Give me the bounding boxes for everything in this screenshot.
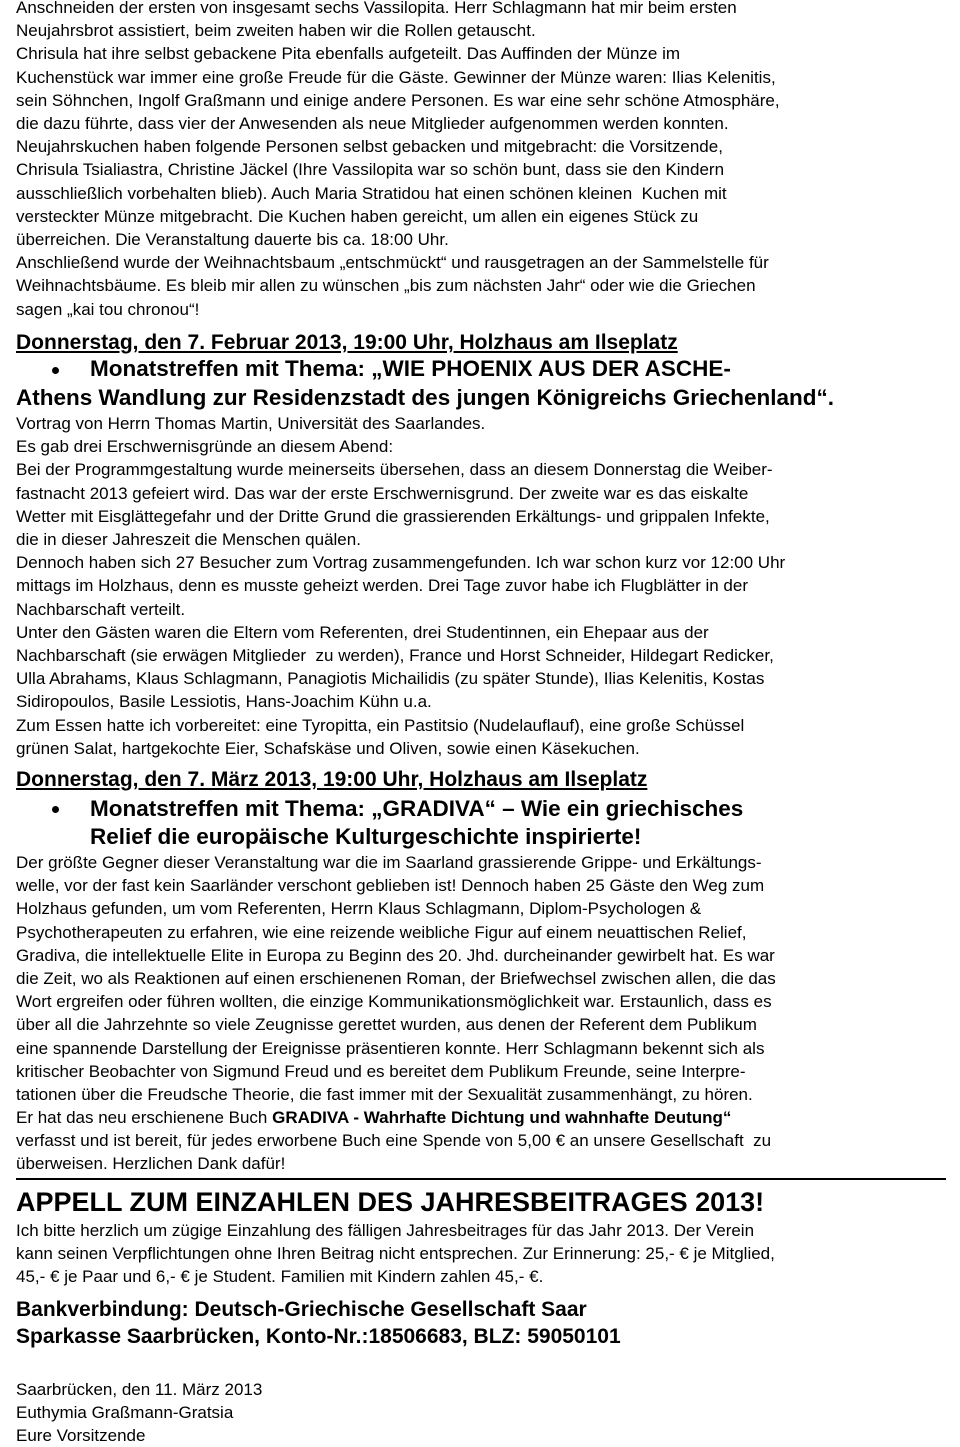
event2-after [16, 1129, 946, 1175]
event2-body [16, 851, 946, 1106]
text-line: kritischer Beobachter von Sigmund Freud und es bereitet dem Publikum Freunde, seine Interpre- [16, 1061, 746, 1081]
signature-name: Euthymia Graßmann-Gratsia [16, 1403, 234, 1422]
text-line: über all die Jahrzehnte so viele Zeugnisse gerettet wurden, aus denen der Referent dem Publikum [16, 1015, 757, 1035]
text-line: Chrisula Tsialiastra, Christine Jäckel (Ihre Vassilopita war so schön bunt, dass sie den Kindern [16, 160, 725, 180]
text-line: Chrisula hat ihre selbst gebackene Pita ebenfalls aufgeteilt. Das Auffinden der Münze im [16, 44, 681, 64]
text-line: Anschließend wurde der Weihnachtsbaum „entschmückt“ und rausgetragen an der Sammelstelle für [16, 253, 769, 273]
event2-title-line1: Monatstreffen mit Thema: „GRADIVA“ – Wie ein griechisches [90, 796, 744, 821]
text-line: Holzhaus gefunden, um vom Referenten, Herrn Klaus Schlagmann, Diplom-Psychologen & [16, 899, 702, 919]
text-line: verfasst und ist bereit, für jedes erworbene Buch eine Spende von 5,00 € an unsere Gesellschaft zu [16, 1131, 772, 1150]
text-line: sagen „kai tou chronou“! [16, 299, 200, 319]
text-line: Vortrag von Herrn Thomas Martin, Universität des Saarlandes. [16, 414, 486, 433]
text-line: Gradiva, die intellektuelle Elite in Europa zu Beginn des 20. Jhd. durcheinander gewirbelt hat. Es war [16, 945, 775, 965]
text-line: tationen über die Freudsche Theorie, die fast immer mit der Sexualität zusammenhängt, zu hören. [16, 1085, 753, 1105]
text-line: Wort ergreifen oder führen wollten, die einzige Kommunikationsmöglichkeit war. Erstaunlich, dass es [16, 992, 772, 1012]
event2-heading: Donnerstag, den 7. März 2013, 19:00 Uhr, Holzhaus am Ilseplatz [16, 768, 648, 791]
intro-paragraph [16, 0, 946, 321]
appeal-rule [16, 1178, 946, 1180]
text-line: Bei der Programmgestaltung wurde meinerseits übersehen, dass an diesem Donnerstag die Weiber- [16, 460, 773, 480]
book-pre: Er hat das neu erschienene Buch [16, 1108, 273, 1127]
text-line: Dennoch haben sich 27 Besucher zum Vortrag zusammengefunden. Ich war schon kurz vor 12:00 Uhr [16, 553, 786, 573]
text-line: welle, vor der fast kein Saarländer verschont geblieben ist! Dennoch haben 25 Gäste den Weg zum [16, 876, 765, 896]
bank-line-2: Sparkasse Saarbrücken, Konto-Nr.:18506683, BLZ: 59050101 [16, 1325, 621, 1348]
text-line: Der größte Gegner dieser Veranstaltung war die im Saarland grassierende Grippe- und Erkältungs- [16, 853, 762, 872]
text-line: die Zeit, wo als Reaktionen auf einen erschienenen Roman, der Briefwechsel zwischen allen, die das [16, 969, 776, 989]
text-line: sein Söhnchen, Ingolf Graßmann und einige andere Personen. Es war eine sehr schöne Atmosphäre, [16, 90, 780, 110]
text-line: Sidiropoulos, Basile Lessiotis, Hans-Joachim Kühn u.a. [16, 692, 432, 712]
text-line: fastnacht 2013 gefeiert wird. Das war der erste Erschwernisgrund. Der zweite war es das eiskalte [16, 483, 749, 503]
text-line: versteckter Münze mitgebracht. Die Kuchen haben gereicht, um allen ein eigenes Stück zu [16, 206, 699, 226]
text-line: 45,- € je Paar und 6,- € je Student. Familien mit Kindern zahlen 45,- €. [16, 1267, 544, 1287]
text-line: Nachbarschaft verteilt. [16, 599, 186, 619]
event1-title-line1: Monatstreffen mit Thema: „WIE PHOENIX AUS DER ASCHE- [90, 356, 731, 381]
text-line: Neujahrskuchen haben folgende Personen selbst gebacken und mitgebracht: die Vorsitzende, [16, 137, 723, 157]
text-line: Unter den Gästen waren die Eltern vom Referenten, drei Studentinnen, ein Ehepaar aus der [16, 622, 709, 642]
event1-heading: Donnerstag, den 7. Februar 2013, 19:00 Uhr, Holzhaus am Ilseplatz [16, 331, 678, 354]
text-line: Anschneiden der ersten von insgesamt sechs Vassilopita. Herr Schlagmann hat mir beim ersten [16, 0, 737, 17]
text-line: Weihnachtsbäume. Es bleib mir allen zu wünschen „bis zum nächsten Jahr“ oder wie die Griechen [16, 276, 756, 296]
text-line: Neujahrsbrot assistiert, beim zweiten haben wir die Rollen getauscht. [16, 21, 536, 41]
text-line: Wetter mit Eisglättegefahr und der Dritte Grund die grassierenden Erkältungs- und grippalen Infekte, [16, 506, 770, 526]
text-line: Psychotherapeuten zu erfahren, wie eine reizende weibliche Figur auf einem neuattischen Relief, [16, 922, 747, 942]
bullet-icon [52, 367, 59, 374]
event1-title-line2: Athens Wandlung zur Residenzstadt des jungen Königreichs Griechenland“. [16, 385, 835, 410]
text-line: eine spannende Darstellung der Ereignisse präsentieren konnte. Herr Schlagmann bekennt sich als [16, 1038, 765, 1058]
text-line: Ulla Abrahams, Klaus Schlagmann, Panagiotis Michailidis (zu später Stunde), Ilias Kelenitis, Kostas [16, 669, 765, 689]
event2-title-line2: Relief die europäische Kulturgeschichte inspirierte! [90, 824, 642, 849]
text-line: überreichen. Die Veranstaltung dauerte bis ca. 18:00 Uhr. [16, 230, 449, 250]
text-line: ausschließlich vorbehalten blieb). Auch Maria Stratidou hat einen schönen kleinen Kuchen mit [16, 183, 727, 203]
bullet-icon [52, 806, 59, 813]
text-line: die dazu führte, dass vier der Anwesenden als neue Mitglieder aufgenommen werden konnten. [16, 114, 729, 134]
text-line: Kuchenstück war immer eine große Freude für die Gäste. Gewinner der Münze waren: Ilias Kelenitis, [16, 67, 776, 87]
text-line: Nachbarschaft (sie erwägen Mitglieder zu werden), France und Horst Schneider, Hildegart Redicker, [16, 646, 774, 666]
text-line: grünen Salat, hartgekochte Eier, Schafskäse und Oliven, sowie einen Käsekuchen. [16, 738, 640, 758]
bank-line-1: Bankverbindung: Deutsch-Griechische Gesellschaft Saar [16, 1298, 587, 1321]
text-line: überweisen. Herzlichen Dank dafür! [16, 1154, 286, 1174]
text-line: mittags im Holzhaus, denn es musste geheizt werden. Drei Tage zuvor habe ich Flugblätter in der [16, 576, 749, 596]
text-line: Es gab drei Erschwernisgründe an diesem Abend: [16, 437, 394, 457]
signature-role: Eure Vorsitzende [16, 1426, 146, 1445]
book-title: GRADIVA - Wahrhafte Dichtung und wahnhafte Deutung“ [272, 1108, 732, 1127]
text-line: Ich bitte herzlich um zügige Einzahlung des fälligen Jahresbeitrages für das Jahr 2013. Der Verein [16, 1221, 755, 1240]
book-line [16, 1106, 946, 1129]
text-line: Zum Essen hatte ich vorbereitet: eine Tyropitta, ein Pastitsio (Nudelauflauf), eine große Schüssel [16, 715, 745, 735]
signature-place-date: Saarbrücken, den 11. März 2013 [16, 1380, 263, 1399]
text-line: kann seinen Verpflichtungen ohne Ihren Beitrag nicht entsprechen. Zur Erinnerung: 25,- € je Mitglied, [16, 1244, 775, 1264]
event1-body [16, 412, 946, 760]
text-line: die in dieser Jahreszeit die Menschen quälen. [16, 530, 361, 550]
appeal-body [16, 1219, 946, 1289]
appeal-title: APPELL ZUM EINZAHLEN DES JAHRESBEITRAGES 2013! [16, 1187, 765, 1217]
